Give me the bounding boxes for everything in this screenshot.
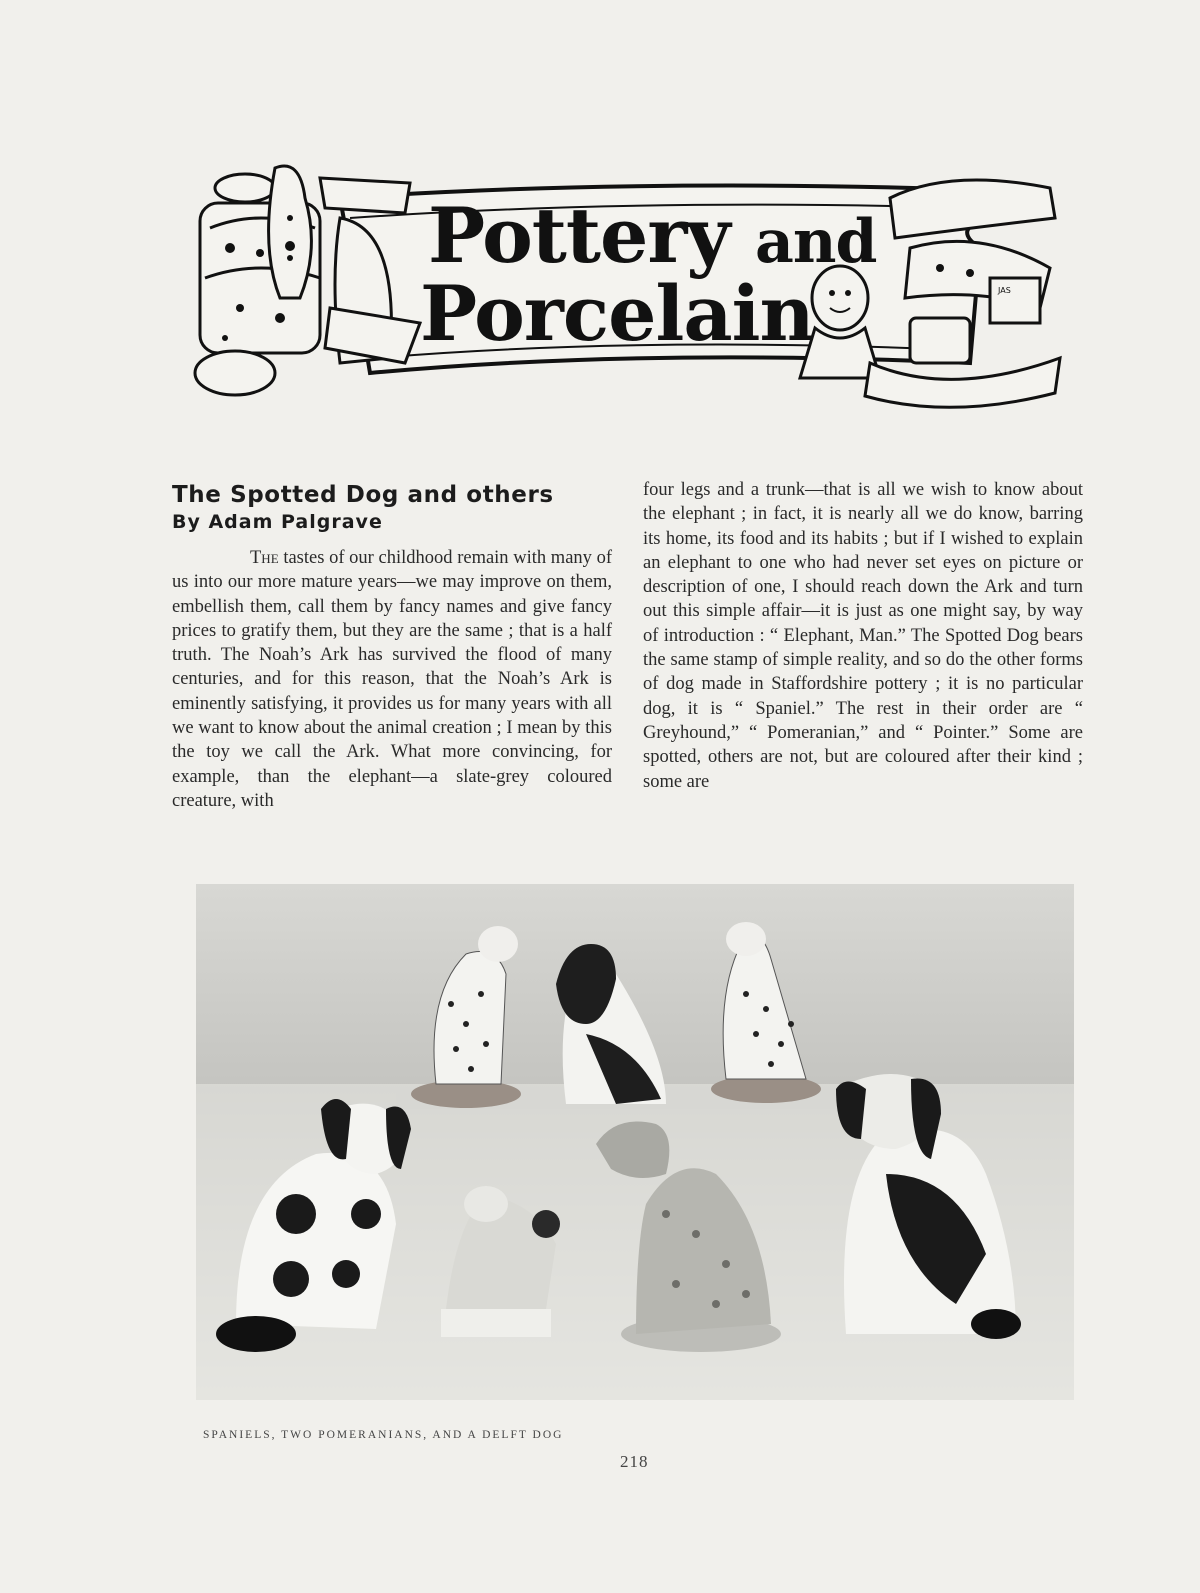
banner-line-1 [428, 191, 898, 280]
figure-caption: SPANIELS, TWO POMERANIANS, AND A DELFT DOG [203, 1429, 564, 1441]
article-title: The Spotted Dog and others [172, 482, 554, 508]
banner-title [420, 191, 898, 358]
staffordshire-dogs-image [196, 884, 1074, 1400]
banner-word-and: and [755, 207, 877, 277]
article-column-left [172, 480, 612, 813]
opening-word: The [250, 548, 279, 568]
monogram-text: JAS [998, 286, 1011, 295]
figure-photograph [196, 884, 1074, 1400]
banner-line-2: Porcelain [420, 269, 814, 358]
article-paragraph-left [172, 546, 612, 813]
header-banner [190, 158, 1080, 420]
page-number: 218 [620, 1452, 649, 1471]
banner-word-pottery: Pottery [428, 191, 730, 280]
article-byline: By Adam Palgrave [172, 511, 383, 533]
article-column-right [643, 478, 1083, 794]
paragraph-left-text: tastes of our childhood remain with many of us into our more mature years—we may improve on them, embellish them, call them by fancy names and give fancy prices to gratify them, but they are the same ; that is a half truth. The Noah’s Ark has survived the flood of many centuries, and for this reason, that the Noah’s Ark is eminently satisfying, it provides us for many years with all we want to know about the animal creation ; I mean by this the toy we call the Ark. What more convincing, for example, than the elephant—a slate-grey coloured creature, with [172, 548, 612, 811]
article-paragraph-right: four legs and a trunk—that is all we wish to know about the elephant ; in fact, it is nearly all we do know, barring its home, its food and its habits ; but if I wished to explain an elephant to one who had never set eyes on picture or description of one, I should reach down the Ark and turn out this simple affair—it is just as one might say, by way of introduction : “ Elephant, Man.” The Spotted Dog bears the same stamp of simple reality, and so do the other forms of dog made in Staffordshire pottery ; it is no particular dog, it is “ Spaniel.” The rest in their order are “ Greyhound,” “ Pomeranian,” and “ Pointer.” Some are spotted, others are not, but are coloured after their kind ; some are [643, 480, 1083, 792]
